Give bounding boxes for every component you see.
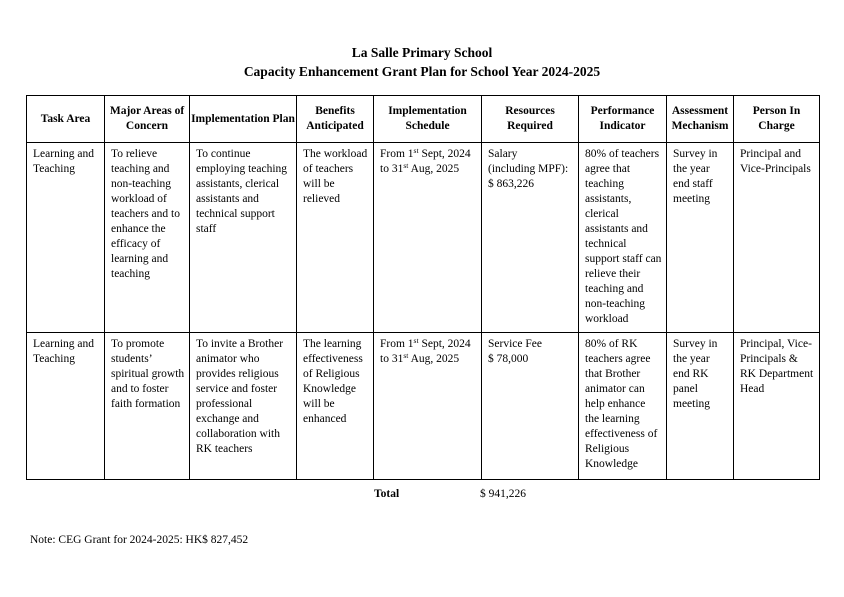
- title-line-plan-name: Capacity Enhancement Grant Plan for School Year 2024-2025: [243, 64, 601, 79]
- cell-benefits-anticipated: The workload of teachers will be relieved: [297, 143, 374, 333]
- cell-implementation-plan: To continue employing teaching assistants, clerical assistants and technical support staff: [190, 143, 297, 333]
- ordinal-superscript: st: [413, 146, 419, 155]
- resources-line: (including MPF):: [488, 163, 569, 175]
- resources-line: Service Fee: [488, 338, 542, 350]
- table-row: [27, 143, 820, 333]
- ordinal-superscript: st: [403, 161, 409, 170]
- cell-resources-required: [482, 143, 579, 333]
- grant-plan-table: [26, 95, 820, 480]
- schedule-text: to 31: [380, 353, 404, 365]
- resources-line: Salary: [488, 148, 518, 160]
- schedule-line: [380, 147, 477, 162]
- cell-major-areas-of-concern: To promote students’ spiritual growth and to foster faith formation: [105, 333, 190, 480]
- cell-performance-indicator: 80% of RK teachers agree that Brother animator can help enhance the learning effectiveness of Religious Knowledge: [579, 333, 667, 480]
- cell-person-in-charge: Principal and Vice-Principals: [734, 143, 820, 333]
- schedule-text: to 31: [380, 163, 404, 175]
- column-header-assessment-mechanism: Assessment Mechanism: [667, 96, 734, 143]
- cell-task-area: Learning and Teaching: [27, 333, 105, 480]
- column-header-implementation-plan: Implementation Plan: [190, 96, 297, 143]
- header-row: [27, 96, 820, 143]
- cell-major-areas-of-concern: To relieve teaching and non-teaching workload of teachers and to enhance the efficacy of learning and teaching: [105, 143, 190, 333]
- cell-person-in-charge: Principal, Vice-Principals & RK Department Head: [734, 333, 820, 480]
- cell-resources-required: [482, 333, 579, 480]
- column-header-resources-required: Resources Required: [482, 96, 579, 143]
- schedule-text: Aug, 2025: [408, 163, 460, 175]
- cell-benefits-anticipated: The learning effectiveness of Religious Knowledge will be enhanced: [297, 333, 374, 480]
- schedule-text: From 1: [380, 148, 414, 160]
- column-header-person-in-charge: Person In Charge: [734, 96, 820, 143]
- schedule-line: [380, 337, 477, 352]
- column-header-performance-indicator: Performance Indicator: [579, 96, 667, 143]
- schedule-line: [380, 162, 477, 177]
- cell-task-area: Learning and Teaching: [27, 143, 105, 333]
- cell-implementation-plan: To invite a Brother animator who provides religious service and foster professional exchange and collaboration with RK teachers: [190, 333, 297, 480]
- schedule-text: From 1: [380, 338, 414, 350]
- ordinal-superscript: st: [413, 336, 419, 345]
- cell-implementation-schedule: [374, 143, 482, 333]
- ceg-grant-note: Note: CEG Grant for 2024-2025: HK$ 827,452: [30, 534, 249, 546]
- title-line-school-name: La Salle Primary School: [351, 45, 493, 60]
- resources-line: $ 863,226: [488, 178, 534, 190]
- column-header-major-areas-of-concern: Major Areas of Concern: [105, 96, 190, 143]
- document-title: [0, 43, 844, 81]
- cell-implementation-schedule: [374, 333, 482, 480]
- schedule-line: [380, 352, 477, 367]
- column-header-benefits-anticipated: Benefits Anticipated: [297, 96, 374, 143]
- schedule-text: Sept, 2024: [418, 338, 471, 350]
- resources-line: $ 78,000: [488, 353, 529, 365]
- schedule-text: Aug, 2025: [408, 353, 460, 365]
- column-header-task-area: Task Area: [27, 96, 105, 143]
- cell-performance-indicator: 80% of teachers agree that teaching assistants, clerical assistants and technical support staff can relieve their teaching and non-teaching workload: [579, 143, 667, 333]
- total-value: $ 941,226: [480, 488, 526, 500]
- table-row: [27, 333, 820, 480]
- cell-assessment-mechanism: Survey in the year end RK panel meeting: [667, 333, 734, 480]
- total-label: Total: [374, 488, 400, 500]
- total-row: [0, 488, 844, 504]
- schedule-text: Sept, 2024: [418, 148, 471, 160]
- ordinal-superscript: st: [403, 351, 409, 360]
- cell-assessment-mechanism: Survey in the year end staff meeting: [667, 143, 734, 333]
- column-header-implementation-schedule: Implementation Schedule: [374, 96, 482, 143]
